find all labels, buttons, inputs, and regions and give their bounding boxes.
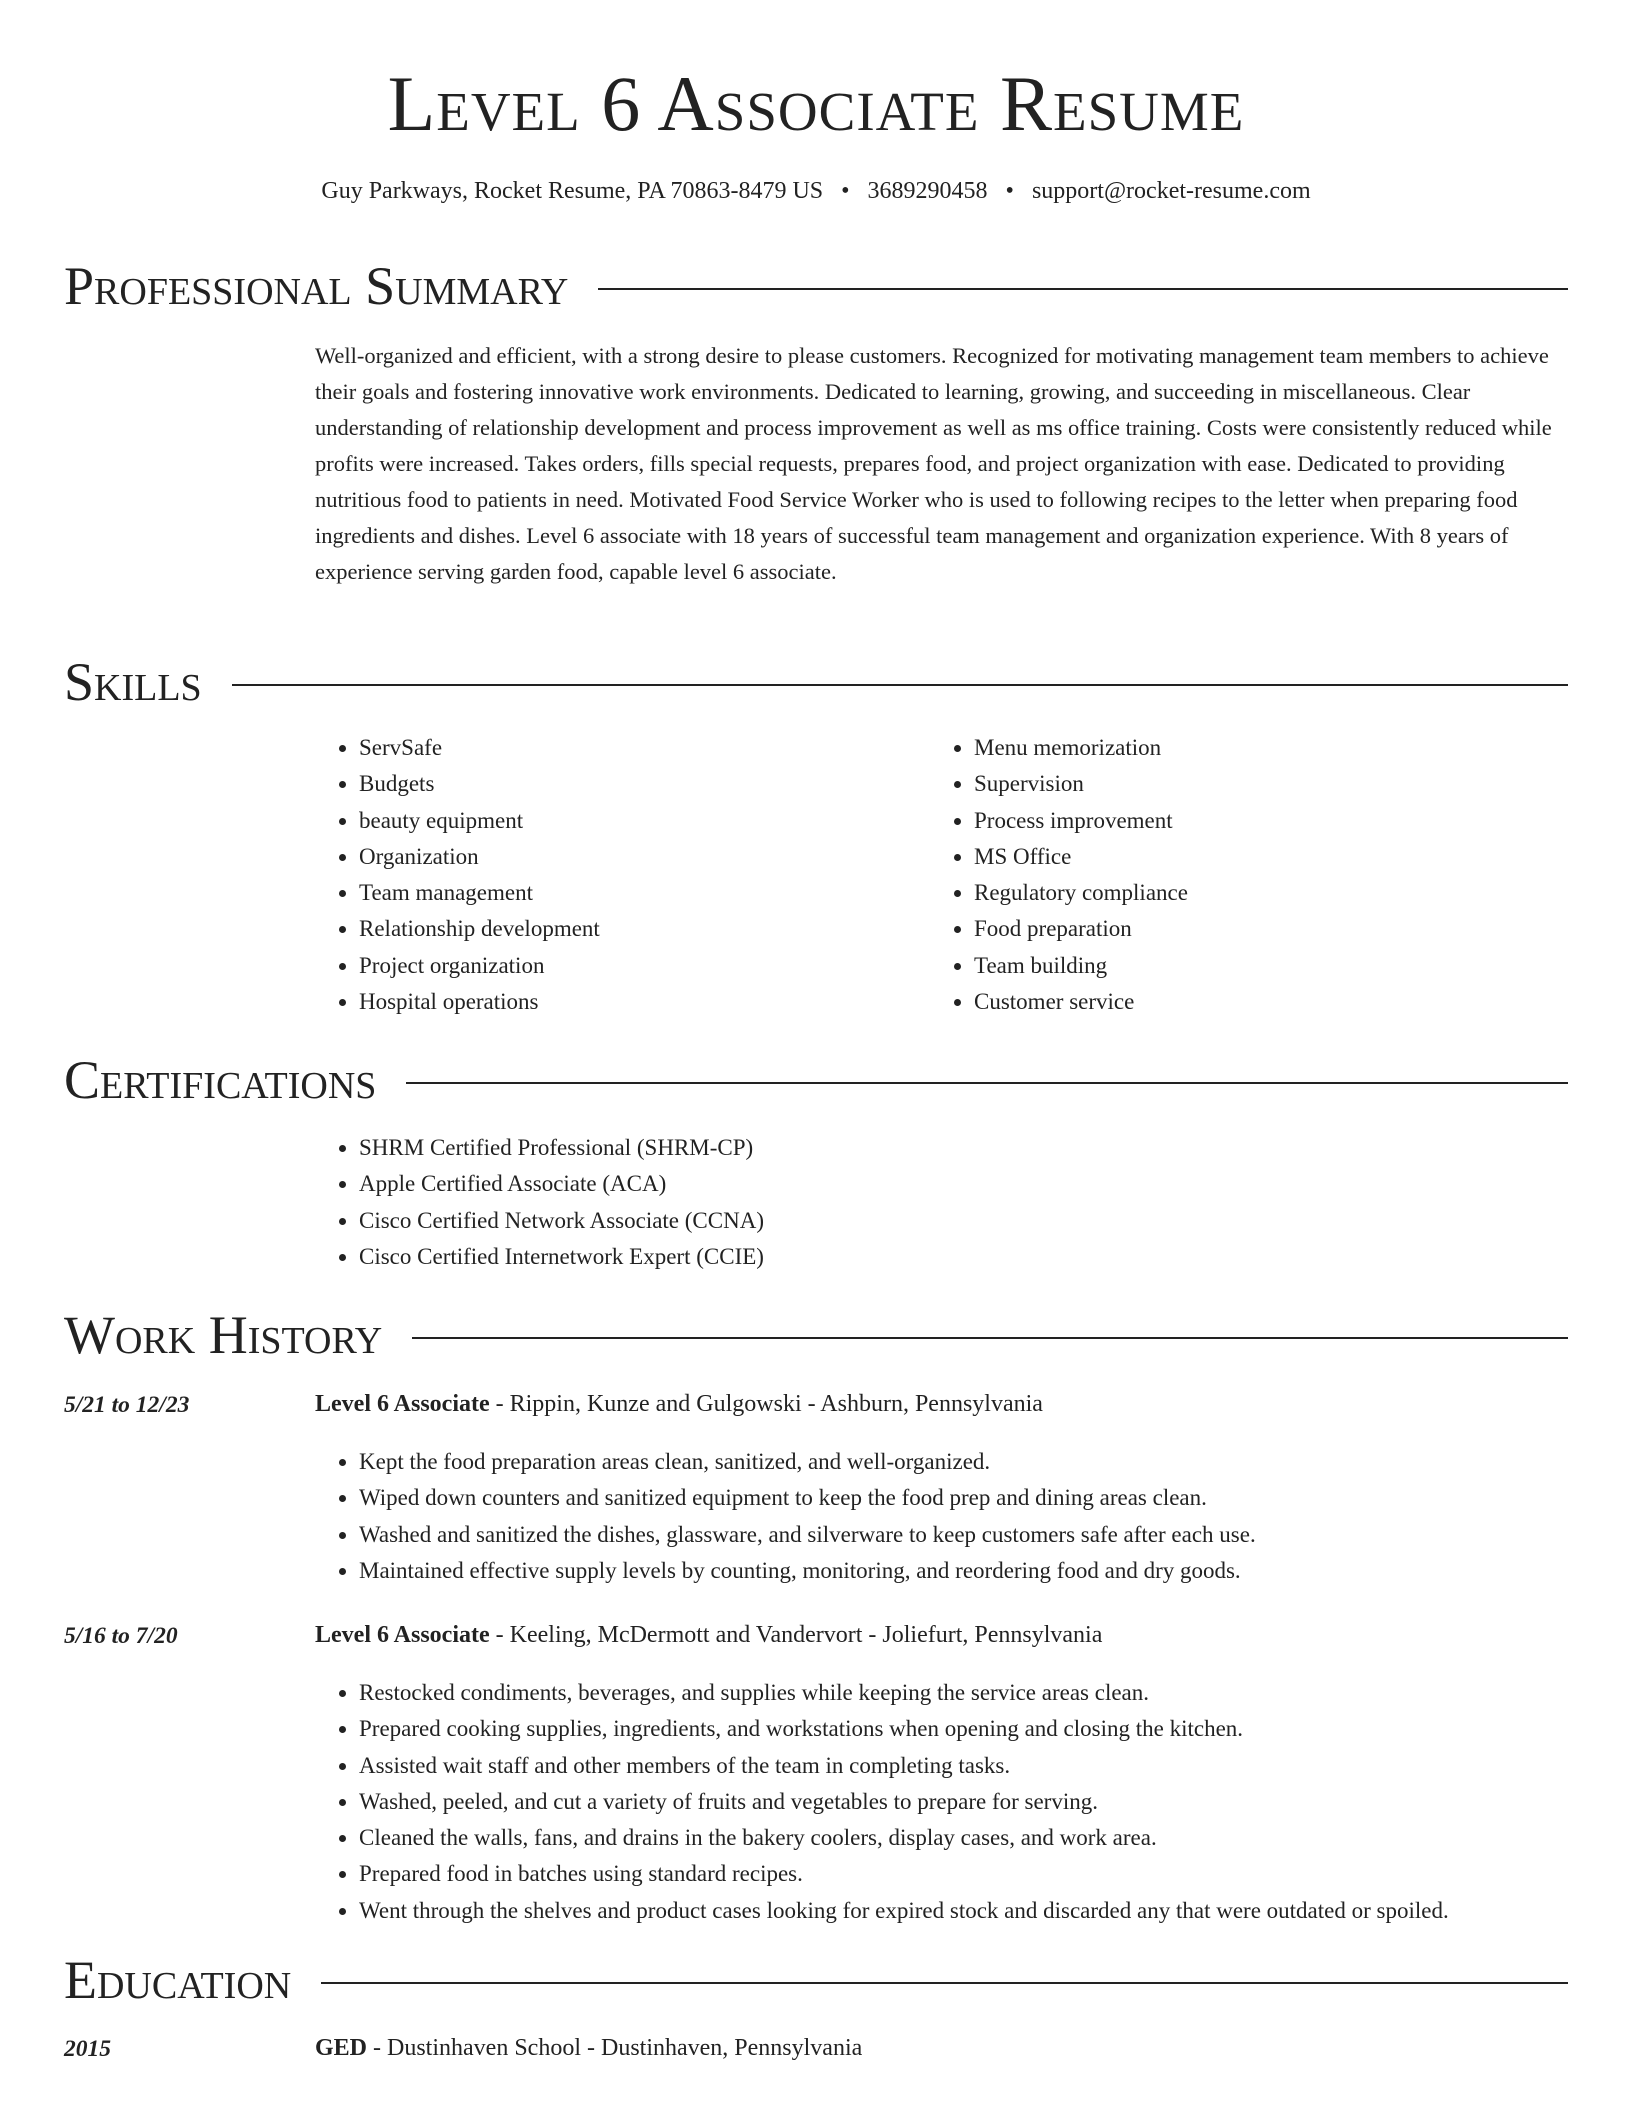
list-item: • Prepared cooking supplies, ingredients, and workstations when opening and closing the kitchen. bbox=[359, 1711, 1575, 1747]
list-item: • Kept the food preparation areas clean, sanitized, and well-organized. bbox=[359, 1444, 1575, 1480]
job-employer: - Keeling, McDermott and Vandervort - Joliefurt, Pennsylvania bbox=[489, 1622, 1103, 1648]
job-title: Level 6 Associate bbox=[315, 1391, 490, 1417]
list-item: • Budgets bbox=[359, 766, 930, 802]
list-item: • Cisco Certified Network Associate (CCNA) bbox=[359, 1203, 1515, 1239]
list-item: • Process improvement bbox=[974, 803, 1530, 839]
list-item: • Menu memorization bbox=[974, 730, 1530, 766]
skills-list-right bbox=[930, 730, 1530, 1020]
list-item: • Organization bbox=[359, 839, 930, 875]
list-item: • Restocked condiments, beverages, and supplies while keeping the service areas clean. bbox=[359, 1675, 1575, 1711]
skills-list-left bbox=[315, 730, 930, 1020]
list-item: • MS Office bbox=[974, 839, 1530, 875]
work-section-header bbox=[64, 1305, 1568, 1365]
job-dates: 5/21 to 12/23 bbox=[64, 1392, 190, 1418]
contact-separator: • bbox=[1005, 178, 1014, 204]
job-duties-list bbox=[315, 1675, 1575, 1929]
list-item: • ServSafe bbox=[359, 730, 930, 766]
section-title-skills: Skills bbox=[64, 652, 202, 712]
list-item: • beauty equipment bbox=[359, 803, 930, 839]
list-item: • Assisted wait staff and other members of the team in completing tasks. bbox=[359, 1748, 1575, 1784]
resume-title: Level 6 Associate Resume bbox=[387, 60, 1245, 147]
job-duties-list bbox=[315, 1444, 1575, 1589]
section-divider bbox=[412, 1337, 1568, 1339]
list-item: • Cisco Certified Internetwork Expert (CCIE) bbox=[359, 1239, 1515, 1275]
list-item: • Went through the shelves and product cases looking for expired stock and discarded any that were outdated or spoiled. bbox=[359, 1893, 1575, 1929]
list-item: • Regulatory compliance bbox=[974, 875, 1530, 911]
section-title-summary: Professional Summary bbox=[64, 256, 569, 316]
job-duties bbox=[315, 1444, 1575, 1589]
section-title-certifications: Certifications bbox=[64, 1050, 377, 1110]
list-item: • Prepared food in batches using standard recipes. bbox=[359, 1856, 1575, 1892]
skills-columns bbox=[315, 730, 1530, 1020]
section-divider bbox=[406, 1082, 1568, 1084]
job-dates: 5/16 to 7/20 bbox=[64, 1623, 178, 1649]
certifications-list bbox=[315, 1130, 1515, 1275]
summary-text: Well-organized and efficient, with a strong desire to please customers. Recognized for motivating management team members to achieve their goals and fostering innovative work environments. Dedicated to learning, growing, and succeeding in miscellaneous. Clear understanding of relationship development and process improvement as well as ms office training. Costs were consistently reduced while profits were increased. Takes orders, fills special requests, prepares food, and project organization with ease. Dedicated to providing nutritious food to patients in need. Motivated Food Service Worker who is used to following recipes to the letter when preparing food ingredients and dishes. Level 6 associate with 18 years of successful team management and organization experience. With 8 years of experience serving garden food, capable level 6 associate. bbox=[315, 343, 1552, 584]
list-item: • Project organization bbox=[359, 948, 930, 984]
education-heading bbox=[315, 2035, 862, 2062]
list-item: • Customer service bbox=[974, 984, 1530, 1020]
section-divider bbox=[321, 1982, 1568, 1984]
list-item: • Washed and sanitized the dishes, glassware, and silverware to keep customers safe after each use. bbox=[359, 1517, 1575, 1553]
contact-phone[interactable]: 3689290458 bbox=[867, 178, 988, 204]
list-item: • SHRM Certified Professional (SHRM-CP) bbox=[359, 1130, 1515, 1166]
list-item: • Apple Certified Associate (ACA) bbox=[359, 1166, 1515, 1202]
list-item: • Maintained effective supply levels by counting, monitoring, and reordering food and dry goods. bbox=[359, 1553, 1575, 1589]
list-item: • Food preparation bbox=[974, 911, 1530, 947]
list-item: • Supervision bbox=[974, 766, 1530, 802]
list-item: • Team management bbox=[359, 875, 930, 911]
job-heading bbox=[315, 1622, 1102, 1649]
certifications-block bbox=[315, 1130, 1515, 1275]
list-item: • Team building bbox=[974, 948, 1530, 984]
contact-line bbox=[0, 174, 1632, 208]
job-duties bbox=[315, 1675, 1575, 1929]
section-divider bbox=[232, 684, 1568, 686]
education-section-header bbox=[64, 1950, 1568, 2010]
list-item: • Cleaned the walls, fans, and drains in the bakery coolers, display cases, and work area. bbox=[359, 1820, 1575, 1856]
contact-address: Guy Parkways, Rocket Resume, PA 70863-8479 US bbox=[321, 178, 824, 204]
list-item: • Wiped down counters and sanitized equipment to keep the food prep and dining areas clean. bbox=[359, 1480, 1575, 1516]
certifications-section-header bbox=[64, 1050, 1568, 1110]
job-title: Level 6 Associate bbox=[315, 1622, 490, 1648]
skills-section-header bbox=[64, 652, 1568, 712]
education-degree: GED bbox=[315, 2035, 368, 2061]
section-title-education: Education bbox=[64, 1950, 292, 2010]
list-item: • Relationship development bbox=[359, 911, 930, 947]
education-school: - Dustinhaven School - Dustinhaven, Pennsylvania bbox=[367, 2035, 863, 2061]
job-employer: - Rippin, Kunze and Gulgowski - Ashburn, Pennsylvania bbox=[489, 1391, 1043, 1417]
section-title-work-history: Work History bbox=[64, 1305, 383, 1365]
list-item: • Washed, peeled, and cut a variety of fruits and vegetables to prepare for serving. bbox=[359, 1784, 1575, 1820]
list-item: • Hospital operations bbox=[359, 984, 930, 1020]
education-year: 2015 bbox=[64, 2036, 111, 2062]
section-divider bbox=[598, 288, 1568, 290]
contact-separator: • bbox=[841, 178, 850, 204]
contact-email[interactable]: support@rocket-resume.com bbox=[1031, 178, 1311, 204]
summary-section-header bbox=[64, 256, 1568, 316]
job-heading bbox=[315, 1391, 1043, 1418]
